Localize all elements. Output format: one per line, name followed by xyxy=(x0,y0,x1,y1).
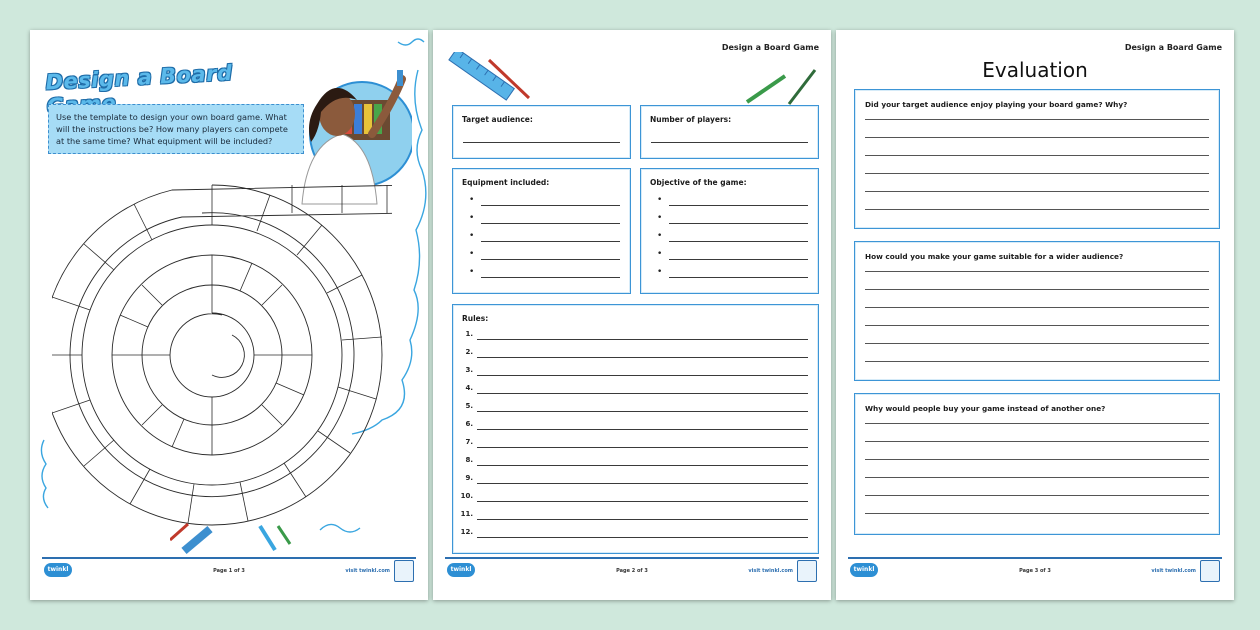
bullet: • xyxy=(469,267,475,277)
rule-answer-line xyxy=(477,447,808,448)
objective-label: Objective of the game: xyxy=(650,178,747,187)
answer-line xyxy=(669,223,808,224)
rule-answer-line xyxy=(477,465,808,466)
objective-box xyxy=(640,168,819,294)
question-box-3 xyxy=(854,393,1220,535)
answer-line xyxy=(865,173,1209,174)
equipment-label: Equipment included: xyxy=(462,178,550,187)
answer-line xyxy=(865,289,1209,290)
number-of-players-label: Number of players: xyxy=(650,115,732,124)
target-audience-box xyxy=(452,105,631,159)
answer-line xyxy=(865,343,1209,344)
ruler-pencil-illustration xyxy=(443,52,533,108)
rule-answer-line xyxy=(477,339,808,340)
bullet: • xyxy=(657,249,663,259)
rule-number: 3. xyxy=(465,366,473,374)
answer-line xyxy=(865,119,1209,120)
answer-line xyxy=(865,495,1209,496)
answer-line xyxy=(865,423,1209,424)
answer-line xyxy=(481,205,620,206)
answer-line xyxy=(481,277,620,278)
bullet: • xyxy=(657,267,663,277)
rule-number: 9. xyxy=(465,474,473,482)
rule-number: 6. xyxy=(465,420,473,428)
rule-answer-line xyxy=(477,519,808,520)
rule-number: 8. xyxy=(465,456,473,464)
worksheet-page-3 xyxy=(836,30,1234,600)
target-audience-label: Target audience: xyxy=(462,115,533,124)
answer-line xyxy=(865,209,1209,210)
answer-line xyxy=(865,155,1209,156)
rules-label: Rules: xyxy=(462,314,489,323)
evaluation-title: Evaluation xyxy=(982,58,1088,82)
rule-answer-line xyxy=(477,429,808,430)
page-number: Page 2 of 3 xyxy=(616,568,648,574)
footer-url: visit twinkl.com xyxy=(345,568,390,574)
rule-number: 5. xyxy=(465,402,473,410)
quality-badge-icon xyxy=(797,560,817,582)
footer-divider xyxy=(445,557,819,559)
page-number: Page 1 of 3 xyxy=(213,568,245,574)
footer-divider xyxy=(848,557,1222,559)
answer-line xyxy=(865,459,1209,460)
bullet: • xyxy=(657,231,663,241)
answer-line xyxy=(865,513,1209,514)
rule-number: 7. xyxy=(465,438,473,446)
question-label: How could you make your game suitable for a wider audience? xyxy=(865,252,1124,261)
page-title: Design a Board xyxy=(44,60,234,95)
answer-line xyxy=(669,277,808,278)
bullet: • xyxy=(657,195,663,205)
question-box-1 xyxy=(854,89,1220,229)
rule-number: 12. xyxy=(460,528,473,536)
answer-line xyxy=(669,259,808,260)
footer-url: visit twinkl.com xyxy=(1151,568,1196,574)
question-box-2 xyxy=(854,241,1220,381)
rule-answer-line xyxy=(477,501,808,502)
bullet: • xyxy=(469,231,475,241)
rule-number: 11. xyxy=(460,510,473,518)
worksheet-page-1 xyxy=(30,30,428,600)
answer-line xyxy=(865,137,1209,138)
rule-answer-line xyxy=(477,537,808,538)
rule-answer-line xyxy=(477,357,808,358)
answer-line xyxy=(669,241,808,242)
rule-answer-line xyxy=(477,483,808,484)
bullet: • xyxy=(469,213,475,223)
page-header: Design a Board Game xyxy=(1124,43,1222,52)
quality-badge-icon xyxy=(1200,560,1220,582)
page-header: Design a Board Game xyxy=(721,43,819,52)
twinkl-logo: twinkl xyxy=(447,563,475,577)
twinkl-logo: twinkl xyxy=(44,563,72,577)
question-label: Why would people buy your game instead of another one? xyxy=(865,404,1106,413)
answer-line xyxy=(481,259,620,260)
answer-line xyxy=(865,325,1209,326)
answer-line xyxy=(865,271,1209,272)
rule-number: 10. xyxy=(460,492,473,500)
bullet: • xyxy=(469,195,475,205)
rule-number: 2. xyxy=(465,348,473,356)
equipment-box xyxy=(452,168,631,294)
answer-line xyxy=(481,223,620,224)
question-label: Did your target audience enjoy playing your board game? Why? xyxy=(865,100,1128,109)
rule-answer-line xyxy=(477,393,808,394)
bullet: • xyxy=(469,249,475,259)
rules-box xyxy=(452,304,819,554)
rule-answer-line xyxy=(477,375,808,376)
pens-illustration xyxy=(743,66,823,106)
answer-line xyxy=(865,477,1209,478)
quality-badge-icon xyxy=(394,560,414,582)
stationery-illustration xyxy=(170,518,300,558)
answer-line xyxy=(865,441,1209,442)
spiral-game-board xyxy=(52,160,392,540)
page-number: Page 3 of 3 xyxy=(1019,568,1051,574)
answer-line xyxy=(865,307,1209,308)
answer-line xyxy=(865,361,1209,362)
bullet: • xyxy=(657,213,663,223)
answer-line xyxy=(865,191,1209,192)
answer-line xyxy=(669,205,808,206)
rule-answer-line xyxy=(477,411,808,412)
worksheet-page-2 xyxy=(433,30,831,600)
intro-instructions: Use the template to design your own board game. What will the instructions be? How many players can compete at the same time? What equipment will be included? xyxy=(48,104,304,154)
answer-line xyxy=(651,142,808,143)
answer-line xyxy=(481,241,620,242)
rule-number: 1. xyxy=(465,330,473,338)
twinkl-logo: twinkl xyxy=(850,563,878,577)
footer-url: visit twinkl.com xyxy=(748,568,793,574)
footer-divider xyxy=(42,557,416,559)
number-of-players-box xyxy=(640,105,819,159)
rule-number: 4. xyxy=(465,384,473,392)
answer-line xyxy=(463,142,620,143)
